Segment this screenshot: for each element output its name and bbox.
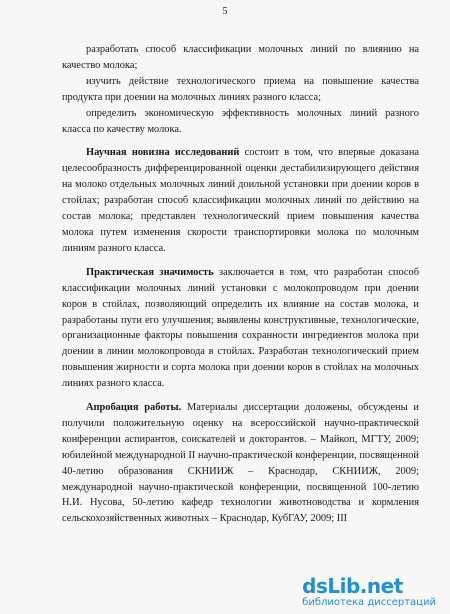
document-body (62, 42, 419, 527)
paragraph-text: Материалы диссертации доложены, обсуждены и получили положительную оценку на всероссийской научно-практической конференции аспирантов, соискателей и докторантов. – Майкоп, МГТУ, 2009; юбилейной международной II научно-практической конференции, посвященной 40-летию образования СКНИИЖ – Краснодар, СКНИИЖ, 2009; международной научно-практической конференции, посвященной 100-летию Н.И. Нусова, 50-летию кафедр технологии животноводства и кормления сельскохозяйственных животных – Краснодар, КубГАУ, 2009; III (62, 402, 419, 525)
paragraph-text: состоит в том, что впервые доказана целесообразность дифференцированной оценки дестабилизирующего действия на молоко отдельных молочных линий доильной установки при доении коров в стойлах; разработан способ классификации молочных линий по действию на состав молока; представлен технологический прием повышения качества молока путем изменения скорости транспортировки молока по молочным линиям разного класса. (62, 147, 419, 254)
watermark-subtitle: библиотека диссертаций (302, 597, 436, 608)
paragraph-lead: Апробация работы. (86, 402, 182, 414)
paragraph-lead: Научная новизна исследований (86, 147, 240, 159)
watermark-logo (302, 576, 436, 596)
paragraph-text: разработать способ классификации молочных линий по влиянию на качество молока; (62, 44, 419, 71)
approbation-paragraph (62, 400, 419, 527)
objective-paragraph-2 (62, 74, 419, 106)
paragraph-lead: Практическая значимость (86, 266, 214, 278)
page-number: 5 (222, 6, 228, 17)
significance-paragraph (62, 265, 419, 392)
novelty-paragraph (62, 145, 419, 256)
objective-paragraph-3 (62, 106, 419, 138)
objective-paragraph-1 (62, 42, 419, 74)
watermark-logo-suffix: .net (359, 574, 403, 598)
watermark-logo-main: dsLib (302, 574, 360, 598)
paragraph-text: изучить действие технологического приема на повышение качества продукта при доении на молочных линиях разного класса; (62, 75, 419, 103)
watermark (302, 576, 436, 608)
paragraph-text: заключается в том, что разработан способ классификации молочных линий установки с молокопроводом при доении коров в стойлах, позволяющий определить их влияние на состав молока, и разработаны пути его улучшения; выявлены конструктивные, технологические, организационные факторы повышения сохранности ингредиентов молока при доении в линии молокопровода в стойлах. Разработан технологический прием повышения жирности и сорта молока при доении коров в стойлах на молочных линиях разного класса. (62, 266, 419, 390)
paragraph-text: определить экономическую эффективность молочных линий разного класса по качеству молока. (62, 107, 419, 135)
